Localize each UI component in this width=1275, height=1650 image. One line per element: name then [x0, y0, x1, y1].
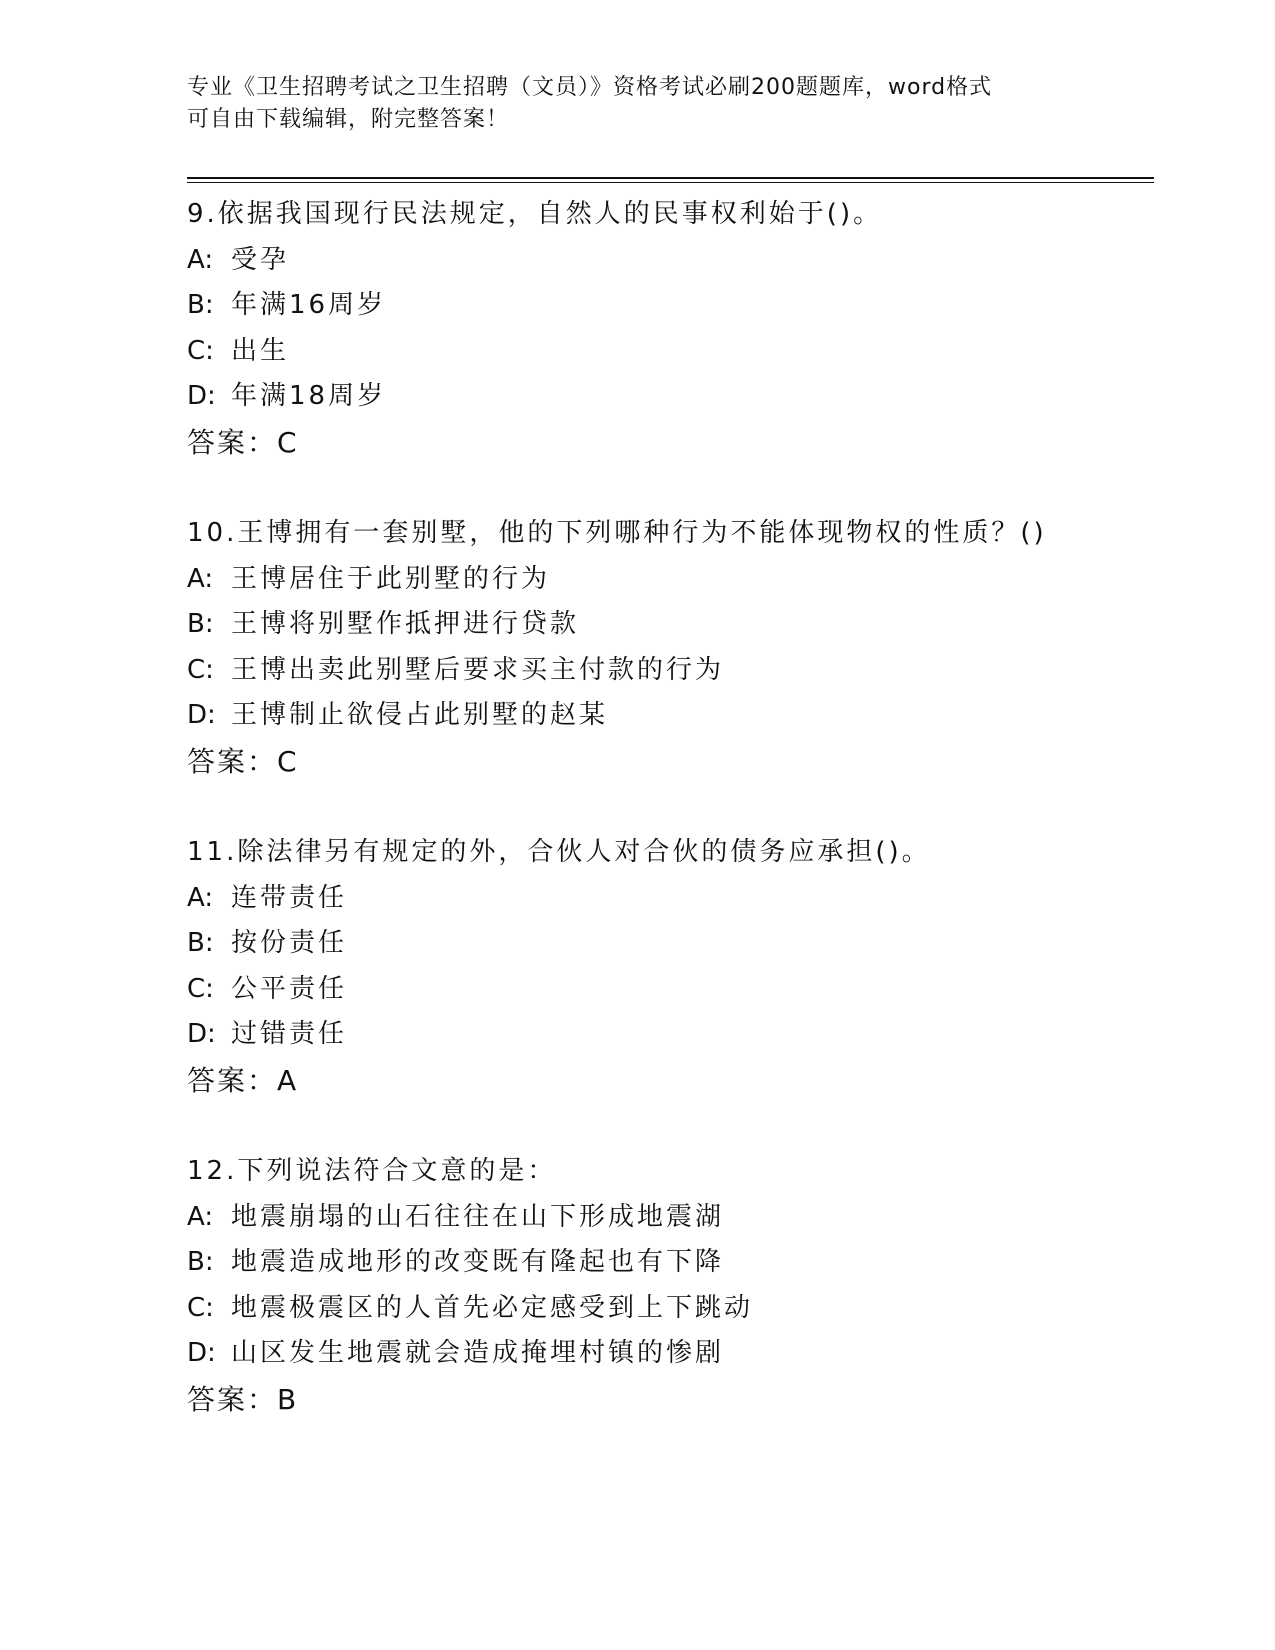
- option-text: 王博出卖此别墅后要求买主付款的行为: [231, 654, 725, 685]
- header-divider-thick: [187, 177, 1154, 179]
- option-letter: B:: [187, 609, 214, 639]
- option-d: [187, 693, 1167, 739]
- answer-line: 答案：C: [187, 425, 299, 459]
- option-text: 地震崩塌的山石往往在山下形成地震湖: [231, 1201, 725, 1232]
- document-header: [187, 72, 1087, 136]
- option-c: [187, 967, 1167, 1013]
- option-a: [187, 557, 1167, 603]
- question-stem: 12.下列说法符合文意的是：: [187, 1156, 557, 1186]
- option-text: 连带责任: [231, 882, 348, 913]
- option-letter: A:: [187, 1201, 214, 1232]
- option-b: [187, 921, 1167, 967]
- option-text: 过错责任: [231, 1019, 348, 1049]
- option-b: [187, 1240, 1167, 1286]
- option-letter: A:: [187, 244, 214, 275]
- option-letter: A:: [187, 882, 214, 913]
- option-letter: B:: [187, 1247, 214, 1277]
- option-d: [187, 1331, 1167, 1377]
- option-text: 地震造成地形的改变既有隆起也有下降: [231, 1247, 725, 1277]
- question-block: [187, 192, 1167, 465]
- option-c: [187, 329, 1167, 375]
- header-divider-thin: [187, 182, 1154, 183]
- answer-line: 答案：C: [187, 744, 299, 778]
- option-text: 山区发生地震就会造成掩埋村镇的惨剧: [231, 1338, 725, 1368]
- option-b: [187, 283, 1167, 329]
- option-text: 年满18周岁: [231, 381, 387, 411]
- answer-line: 答案：B: [187, 1382, 299, 1416]
- option-a: [187, 238, 1167, 284]
- option-letter: D:: [187, 1338, 216, 1368]
- question-block: [187, 830, 1167, 1103]
- option-a: [187, 876, 1167, 922]
- option-text: 王博制止欲侵占此别墅的赵某: [231, 700, 609, 730]
- option-text: 王博将别墅作抵押进行贷款: [231, 609, 580, 639]
- option-c: [187, 1286, 1167, 1332]
- option-letter: D:: [187, 381, 216, 411]
- header-line-2: 可自由下载编辑，附完整答案！: [187, 107, 510, 132]
- option-text: 地震极震区的人首先必定感受到上下跳动: [231, 1292, 754, 1323]
- option-letter: D:: [187, 1019, 216, 1049]
- option-b: [187, 602, 1167, 648]
- question-stem: 9.依据我国现行民法规定，自然人的民事权利始于()。: [187, 199, 883, 229]
- question-stem: 11.除法律另有规定的外，合伙人对合伙的债务应承担()。: [187, 837, 931, 867]
- question-block: [187, 1149, 1167, 1422]
- option-c: [187, 648, 1167, 694]
- question-stem: 10.王博拥有一套别墅，他的下列哪种行为不能体现物权的性质？(): [187, 518, 1047, 548]
- option-text: 按份责任: [231, 928, 348, 958]
- option-letter: C:: [187, 654, 214, 685]
- option-text: 年满16周岁: [231, 290, 387, 320]
- option-letter: D:: [187, 700, 216, 730]
- option-d: [187, 1012, 1167, 1058]
- answer-line: 答案：A: [187, 1063, 299, 1097]
- option-d: [187, 374, 1167, 420]
- option-text: 出生: [231, 335, 290, 366]
- option-letter: C:: [187, 1292, 214, 1323]
- option-letter: A:: [187, 563, 214, 594]
- option-text: 受孕: [231, 244, 290, 275]
- option-letter: C:: [187, 973, 214, 1004]
- option-a: [187, 1195, 1167, 1241]
- option-text: 王博居住于此别墅的行为: [231, 563, 551, 594]
- question-block: [187, 511, 1167, 784]
- option-letter: B:: [187, 290, 214, 320]
- option-letter: C:: [187, 335, 214, 366]
- option-text: 公平责任: [231, 973, 348, 1004]
- option-letter: B:: [187, 928, 214, 958]
- header-line-1: 专业《卫生招聘考试之卫生招聘（文员）》资格考试必刷200题题库，word格式: [187, 75, 993, 100]
